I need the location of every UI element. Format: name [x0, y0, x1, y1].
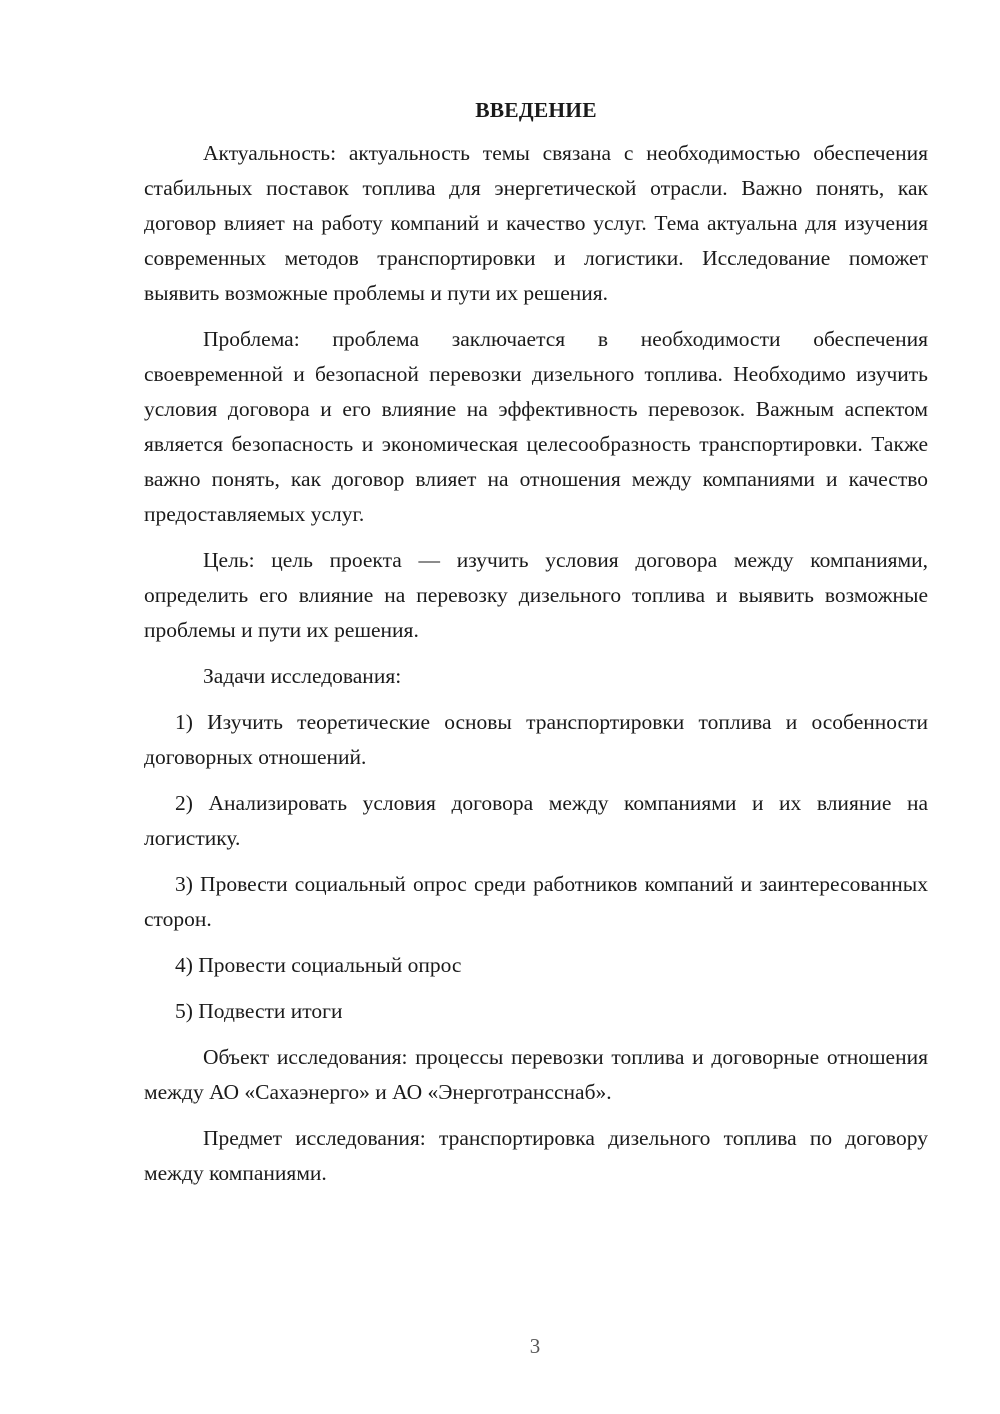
document-title: ВВЕДЕНИЕ: [475, 98, 597, 122]
paragraph-subject: Предмет исследования: транспортировка дизельного топлива по договору между компаниями.: [144, 1126, 928, 1185]
document-page: [144, 94, 928, 1202]
task-item-4: 4) Провести социальный опрос: [175, 953, 462, 977]
tasks-heading: Задачи исследования:: [203, 664, 402, 688]
paragraph-relevance: Актуальность: актуальность темы связана с необходимостью обеспечения стабильных поставок топлива для энергетической отрасли. Важно понять, как договор влияет на работу компаний и качество услуг. Тема актуальна для изучения современных методов транспортировки и логистики. Исследование поможет выявить возможные проблемы и пути их решения.: [144, 141, 928, 305]
task-item-1: 1) Изучить теоретические основы транспортировки топлива и особенности договорных отношений.: [144, 710, 928, 769]
paragraph-problem: Проблема: проблема заключается в необходимости обеспечения своевременной и безопасной перевозки дизельного топлива. Необходимо изучить условия договора и его влияние на эффективность перевозок. Важным аспектом является безопасность и экономическая целесообразность транспортировки. Также важно понять, как договор влияет на отношения между компаниями и качество предоставляемых услуг.: [144, 327, 928, 526]
paragraph-object: Объект исследования: процессы перевозки топлива и договорные отношения между АО «Сахаэнерго» и АО «Энерготрансснаб».: [144, 1045, 928, 1104]
paragraph-goal: Цель: цель проекта — изучить условия договора между компаниями, определить его влияние на перевозку дизельного топлива и выявить возможные проблемы и пути их решения.: [144, 548, 928, 642]
task-item-2: 2) Анализировать условия договора между компаниями и их влияние на логистику.: [144, 791, 928, 850]
task-item-3: 3) Провести социальный опрос среди работников компаний и заинтересованных сторон.: [144, 872, 928, 931]
page-number: 3: [529, 1334, 541, 1358]
task-item-5: 5) Подвести итоги: [175, 999, 343, 1023]
